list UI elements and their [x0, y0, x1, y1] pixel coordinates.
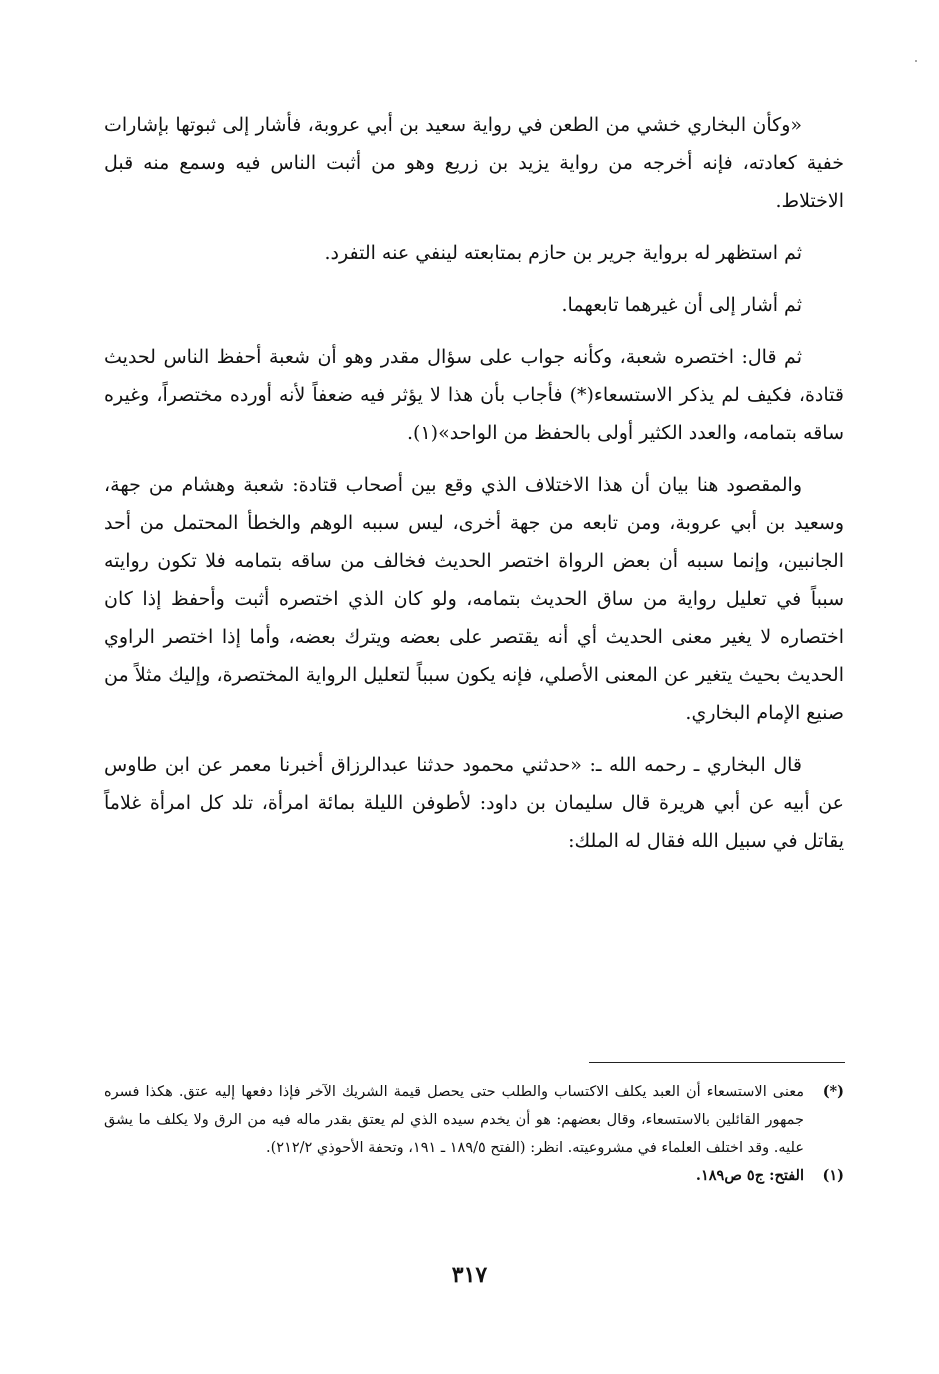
footnote-text: الفتح: ج٥ ص١٨٩.: [695, 1167, 804, 1184]
margin-speck: [915, 60, 917, 62]
paragraph-jarir: ثم استظهر له برواية جرير بن حازم بمتابعته لينفي عنه التفرد.: [324, 242, 802, 264]
footnote-item: [104, 1078, 844, 1162]
paragraph-bukhari-hadith: قال البخاري ـ رحمه الله ـ: «حدثني محمود حدثنا عبدالرزاق أخبرنا معمر عن ابن طاوس عن أبيه عن أبي هريرة قال سليمان بن داود: لأطوفن الليلة بمائة امرأة، تلد كل امرأة غلاماً يقاتل في سبيل الله فقال له الملك:: [104, 754, 844, 852]
paragraph-purpose: والمقصود هنا بيان أن هذا الاختلاف الذي وقع بين أصحاب قتادة: شعبة وهشام من جهة، وسعيد بن أبي عروبة، ومن تابعه من جهة أخرى، ليس سببه الوهم والخطأ المحتمل من أحد الجانبين، وإنما سببه أن بعض الرواة اختصر الحديث فخالف من ساقه بتمامه فلا تكون روايته سبباً في تعليل رواية من ساق الحديث بتمامه، ولو كان الذي اختصره أثبت وأحفظ إذا كان اختصاره لا يغير معنى الحديث أي أنه يقتصر على بعضه ويترك بعضه، وأما إذا اختصر الراوي الحديث بحيث يتغير عن المعنى الأصلي، فإنه يكون سبباً لتعليل الرواية المختصرة، وإليك مثلاً من صنيع الإمام البخاري.: [104, 474, 844, 724]
footnote-marker: (*): [822, 1083, 844, 1100]
page-number: ٣١٧: [451, 1262, 488, 1288]
footnote-text: معنى الاستسعاء أن العبد يكلف الاكتساب والطلب حتى يحصل قيمة الشريك الآخر فإذا دفعها إليه عتق. هكذا فسره جمهور القائلين بالاستسعاء، وقال بعضهم: هو أن يخدم سيده الذي لم يعتق بقدر ماله فيه من الرق ولا يكلف ما يشق عليه. وقد اختلف العلماء في مشروعيته. انظر: (الفتح ١٨٩/٥ ـ ١٩١، وتحفة الأحوذي ٢١٢/٢).: [104, 1084, 804, 1156]
footnote-separator: [589, 1062, 845, 1063]
paragraph-others: ثم أشار إلى أن غيرهما تابعهما.: [561, 294, 802, 316]
paragraph-shuba: ثم قال: اختصره شعبة، وكأنه جواب على سؤال مقدر وهو أن شعبة أحفظ الناس لحديث قتادة، فكيف لم يذكر الاستسعاء(*) فأجاب بأن هذا لا يؤثر فيه ضعفاً لأنه أورده مختصراً، وغيره ساقه بتمامه، والعدد الكثير أولى بالحفظ من الواحد»(١).: [104, 346, 844, 444]
paragraph-quote-opening: «وكأن البخاري خشي من الطعن في رواية سعيد بن أبي عروبة، فأشار إلى ثبوتها بإشارات خفية كعادته، فإنه أخرجه من رواية يزيد بن زريع وهو من أثبت الناس فيه وسمع منه قبل الاختلاط.: [104, 114, 844, 212]
main-text: [104, 106, 844, 860]
footnotes: [104, 1078, 844, 1190]
footnote-item: [104, 1162, 844, 1190]
footnote-marker: (١): [822, 1167, 844, 1184]
